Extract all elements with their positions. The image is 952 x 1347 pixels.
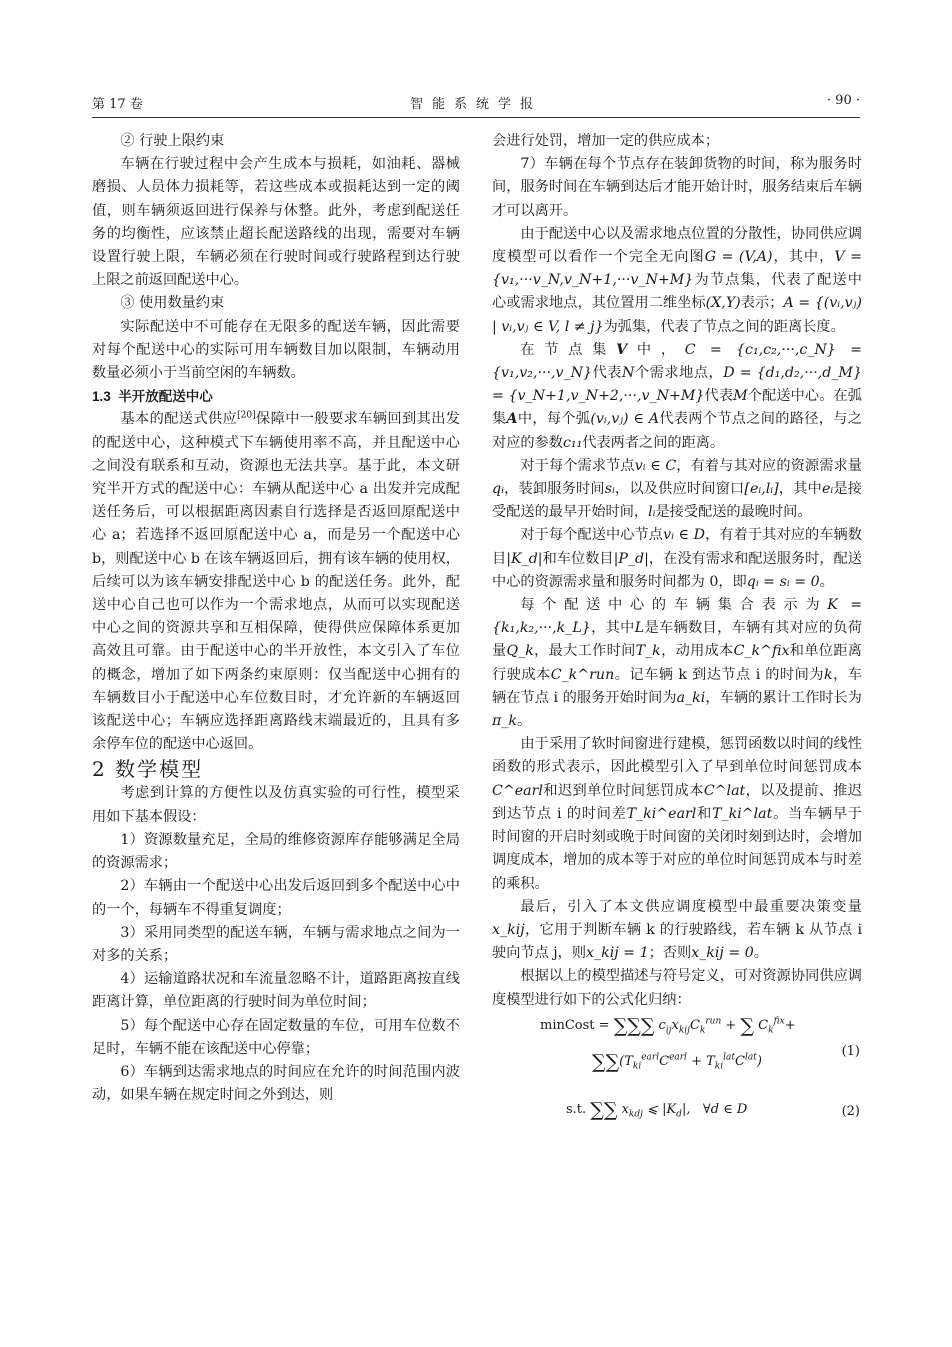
assumption: 4）运输道路状况和车流量忽略不计，道路距离按直线距离计算，单位距离的行驶时间为单位时间； [92,971,460,1011]
math: C^earl [492,782,543,799]
paragraph [92,408,460,756]
equation-number: (2) [841,1103,860,1119]
math: C_k^run [550,666,615,683]
paragraph [492,733,862,895]
math: x_kij = 1 [586,945,649,962]
assumption: 6）车辆到达需求地点的时间应在允许的时间范围内波动，如果车辆在规定时间之外到达，则 [92,1063,460,1104]
assumption: 7）车辆在每个节点存在装卸货物的时间，称为服务时间，服务时间在车辆到达后才能开始计时，服务结束后车辆才可以离开。 [492,156,862,219]
paragraph: 考虑到计算的方便性以及仿真实验的可行性，模型采用如下基本假设： [92,785,460,825]
math: V [616,341,628,358]
text: 对于每个需求节点 [520,457,635,474]
paragraph: 车辆在行驶过程中会产生成本与损耗，如油耗、器械磨损、人员体力损耗等，若这些成本或损耗达到一定的阈值，则车辆须返回进行保养与休整。此外，考虑到配送任务的均衡性，应该禁止超长配送路线的出现，需要对车辆设置行驶上限，车辆必须在行驶时间或行驶路程到达行驶上限之前返回配送中心。 [92,156,460,289]
subsection-title: ③ 使用数量约束 [120,295,225,312]
equation-body: s.t. ∑∑ $x_{kdj}$ ⩽ $|K_d|$, ∀d ∈ D [566,1098,748,1121]
paragraph: 根据以上的模型描述与符号定义，可对资源协同供应调度模型进行如下的公式化归纳： [492,968,862,1008]
text: 个配送中心。在弧集 [492,388,862,428]
math: T_ki^earl [626,805,697,822]
text: ；否则 [648,945,692,962]
equation-body: $\sum\sum(T_{ki}^{earl}C^{earl} + T_{ki}^{lat}C^{lat})$ [592,1050,762,1073]
text: 保障中一般要求车辆回到其出发的配送中心，这种模式下车辆使用率不高，并且配送中心之间没有联系和互动，资源也无法共享。基于此，本文研究半开方式的配送中心：车辆从配送中心 a 出发并完成配送任务后，可以根据距离因素自行选择是否返回原配送中心 a；若选择不返回原配送中心 a，而是另一个配送中心 b，则配送中心 b 在该车辆返回后，拥有该车辆的使用权，后续可以为该车辆安排配送中心 b 的配送任务。此外，配送中心自己也可以作为一个需求地点，从而可以实现配送中心之间的资源共享和互相保障，使得供应保障体系更加高效且可靠。由于配送中心的半开放性，本文引入了车位的概念，增加了如下两条约束原则：仅当配送中心拥有的车辆数目小于配送中心车位数目时，才允许新的车辆返回该配送中心；车辆应选择距离路线末端最近的，且具有多余停车位的配送中心返回。 [92,411,460,753]
math: qᵢ = sᵢ = 0 [746,573,820,590]
math: qᵢ [492,481,504,498]
text: ，其中 [778,481,822,498]
text: 。 [819,573,834,590]
math: vᵢ ∈ D [663,527,706,544]
text: 每个配送中心的车辆集合表示为 [520,597,828,614]
math: |K_d| [506,550,543,567]
text: 代表两者之间的距离。 [582,434,725,451]
math: a_ki [676,689,706,706]
text: 。 [753,945,768,962]
math: D = {d₁,d₂,···,d_M} = {v_N+1,v_N+2,···,v_N+M} [492,365,862,405]
text: 由于采用了软时间窗进行建模，惩罚函数以时间的线性函数的形式表示，因此模型引入了早到单位时间惩罚成本 [492,736,862,776]
math: (vᵢ,vⱼ) ∈ A [590,411,659,428]
text: 和车位数目 [542,550,614,567]
journal-title: 智能系统学报 [409,97,542,112]
text: 是接受配送的最早开始时间， [492,481,862,521]
text: ，最大工作时间 [533,643,636,660]
text: 和迟到单位时间惩罚成本 [542,782,704,799]
text: 。当车辆早于时间窗的开启时刻或晚于时间窗的关闭时刻到达时，会增加调度成本，增加的成本等于对应的单位时间惩罚成本与时差的乘积。 [492,805,862,892]
paragraph: 实际配送中不可能存在无限多的配送车辆，因此需要对每个配送中心的实际可用车辆数目加以限制，车辆动用数量必须小于当前空闲的车辆数。 [92,318,460,382]
paragraph: 会进行处罚，增加一定的供应成本； [492,133,720,149]
text: ，它用于判断车辆 k 的行驶路线，若车辆 k 从节点 i 驶向节点 j，则 [492,921,862,962]
math: T_ki^lat [712,805,773,822]
text: 和 [696,805,713,822]
math: sᵢ [604,481,615,498]
text: ，以及供应时间窗口 [614,481,745,498]
text: 为节点集，代表了配送中心或需求地点，其位置用二维坐标 [492,272,862,312]
paragraph [492,223,862,339]
math: x_kij [492,921,525,938]
running-header [92,93,860,115]
assumption: 1）资源数量充足，全局的维修资源库存能够满足全局的资源需求； [92,831,460,872]
math: T_k [635,643,661,660]
math: |P_d| [613,550,649,567]
text: ，有着于其对应的车辆数目 [492,527,862,567]
text: 代表两个节点之间的路径，与之对应的参数 [492,411,862,451]
math: G = (V,A) [704,249,773,266]
text: 。 [517,713,532,730]
text: 。记车辆 k 到达节点 i 的时间为 [614,666,824,683]
text: 和单位距离行驶成本 [492,643,862,683]
text: ，车辆在节点 i 的服务开始时间为 [492,666,862,706]
text: ，以及提前、推迟到达节点 i 的时间差 [492,782,862,822]
text: 中，每个弧 [517,411,591,428]
text: ，在没有需求和配送服务时，配送中心的资源需求量和服务时间都为 0，即 [492,550,862,590]
equation-2 [492,1090,862,1136]
text: ，有着与其对应的资源需求量 [676,457,862,474]
page-number: · 90 · [826,93,860,108]
math: N [622,365,635,382]
text: 最后，引入了本文供应调度模型中最重要决策变量 [520,898,862,915]
header-rule [92,117,860,118]
text: ，车辆的累计工作时长为 [705,689,862,706]
text: ，其中， [772,249,835,266]
math: A [506,411,518,428]
math: K = {k₁,k₂,···,k_L} [492,597,862,637]
math: C = {c₁,c₂,···,c_N} = {v₁,v₂,···,v_N} [492,341,862,382]
assumption: 3）采用同类型的配送车辆，车辆与需求地点之间为一对多的关系； [92,924,460,964]
text: ，动用成本 [660,643,734,660]
math: [eᵢ,lᵢ] [744,481,779,498]
left-column [92,130,460,1107]
assumption: 2）车辆由一个配送中心出发后返回到多个配送中心中的一个，每辆车不得重复调度； [92,878,460,918]
text: 是接受配送的最晚时间。 [655,504,812,521]
equation-1 [492,1012,862,1090]
section-heading [92,385,460,408]
paragraph [492,339,862,455]
text: 由于配送中心以及需求地点位置的分散性，协同供应调度模型可以看作一个完全无向图 [492,225,862,266]
text: 中， [627,341,685,358]
math: Q_k [506,643,534,660]
math: lᵢ [648,504,656,521]
math: C^lat [703,782,746,799]
assumption: 5）每个配送中心存在固定数量的车位，可用车位数不足时，车辆不能在该配送中心停靠； [92,1017,460,1057]
text: 在节点集 [520,341,617,358]
text: 为弧集，代表了节点之间的距离长度。 [603,318,845,335]
paragraph [492,594,862,733]
text: 对于每个配送中心节点 [520,527,664,544]
text: 代表 [704,388,734,405]
math: k [824,666,833,683]
paragraph [492,524,862,594]
math: π_k [492,713,518,730]
volume-label: 第 17 卷 [92,97,143,112]
section-title: 半开放配送中心 [118,389,213,405]
equation-body: minCost = ∑∑∑ $c_{ij}x_{kij}C_k^{run}$ + ∑ $C_k^{fix}+$ [540,1014,796,1037]
text: ，其中 [590,620,635,637]
math: V = {v₁,···v_N,v_N+1,···v_N+M} [492,249,862,289]
subsection-title: ② 行驶上限约束 [120,133,225,149]
math: x_kij = 0 [691,945,754,962]
math: vᵢ ∈ C [634,457,677,474]
right-column [492,130,862,1136]
math: M [733,388,748,405]
math: C_k^fix [733,643,790,660]
paragraph [492,896,862,966]
math: L [634,620,645,637]
math: c₁₁ [562,434,583,451]
section-heading: 2 数学模型 [92,757,204,782]
text: 个需求地点， [634,365,724,382]
citation[interactable]: [20] [237,410,256,421]
equation-number: (1) [841,1043,860,1059]
text: 基本的配送式供应 [120,411,238,428]
text: ，装卸服务时间 [503,481,605,498]
text: 代表 [592,365,623,382]
paragraph [492,455,862,525]
text: 表示； [740,295,784,312]
math: A = {(vᵢ,vⱼ) | vᵢ,vⱼ ∈ V, l ≠ j} [492,295,862,335]
math: eᵢ [821,481,834,498]
section-number: 1.3 [92,389,111,405]
text: 是车辆数目，车辆有其对应的负荷量 [492,620,862,660]
math: (X,Y) [705,295,741,312]
